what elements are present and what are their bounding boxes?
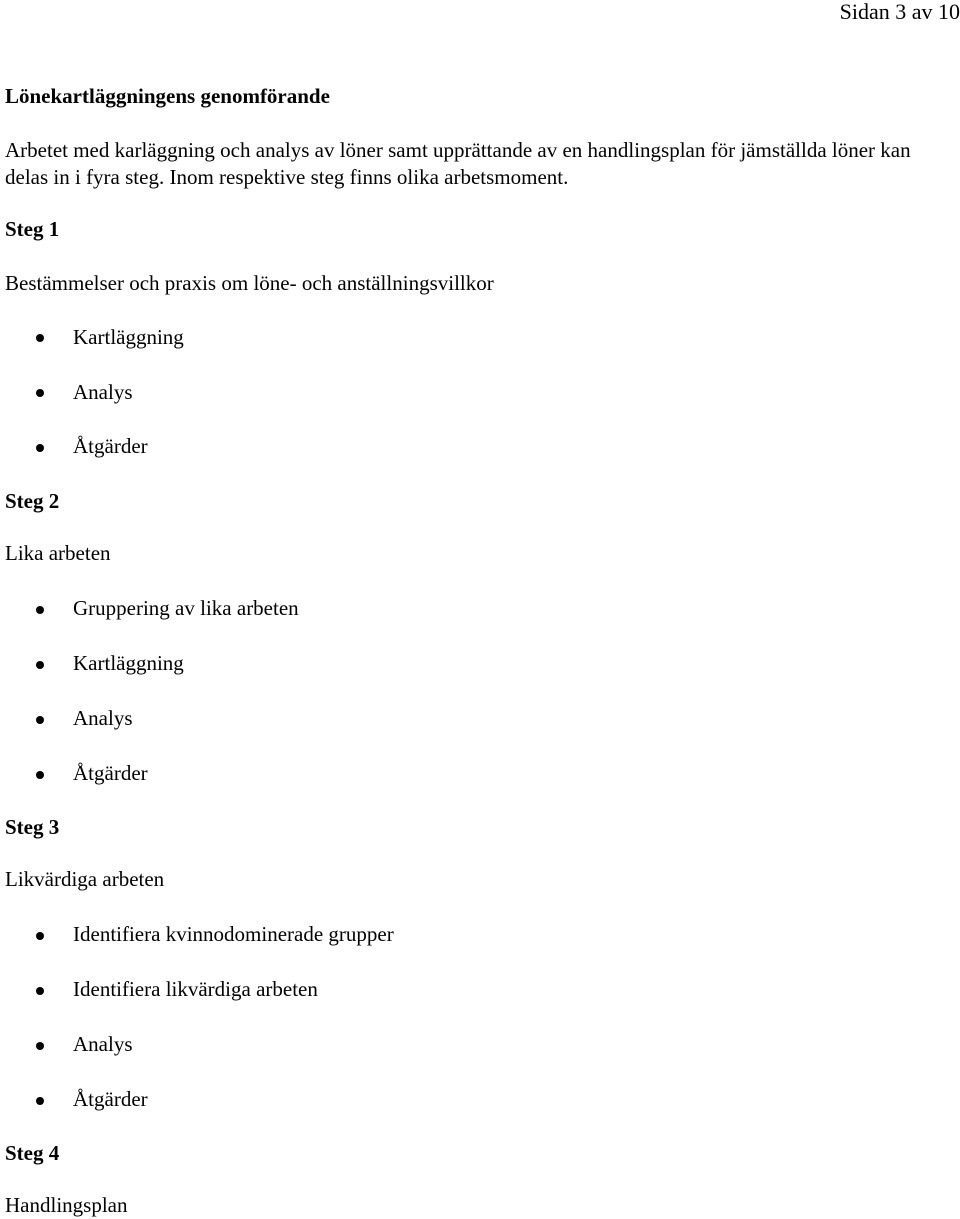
bullet-icon [36,661,44,669]
step-2-subtitle: Lika arbeten [5,541,111,565]
list-item-text: Gruppering av lika arbeten [73,596,299,620]
bullet-icon [36,606,44,614]
step-2-label: Steg 2 [5,489,60,513]
list-item-text: Analys [73,1032,133,1056]
list-item-text: Åtgärder [73,434,148,458]
document-title: Lönekartläggningens genomförande [5,84,330,108]
bullet-icon [36,1042,44,1050]
list-item-text: Kartläggning [73,651,184,675]
intro-paragraph: Arbetet med karläggning och analys av löner samt upprättande av en handlingsplan för jämställda löner kan delas in i fyra steg. Inom respektive steg finns olika arbetsmoment. [5,138,911,189]
bullet-icon [36,771,44,779]
list-item-text: Analys [73,706,133,730]
list-item-text: Kartläggning [73,325,184,349]
step-4-label: Steg 4 [5,1141,60,1165]
step-1-label: Steg 1 [5,217,60,241]
list-item-text: Åtgärder [73,761,148,785]
bullet-icon [36,1097,44,1105]
list-item-text: Åtgärder [73,1087,148,1111]
list-item-text: Analys [73,380,133,404]
step-1-subtitle: Bestämmelser och praxis om löne- och anställningsvillkor [5,271,494,295]
step-3-label: Steg 3 [5,815,60,839]
page-number: Sidan 3 av 10 [839,0,960,24]
list-item-text: Identifiera likvärdiga arbeten [73,977,318,1001]
bullet-icon [36,716,44,724]
bullet-icon [36,334,44,342]
list-item-text: Identifiera kvinnodominerade grupper [73,922,394,946]
bullet-icon [36,987,44,995]
step-4-subtitle: Handlingsplan [5,1193,128,1217]
bullet-icon [36,389,44,397]
step-3-subtitle: Likvärdiga arbeten [5,867,165,891]
bullet-icon [36,444,44,452]
bullet-icon [36,932,44,940]
